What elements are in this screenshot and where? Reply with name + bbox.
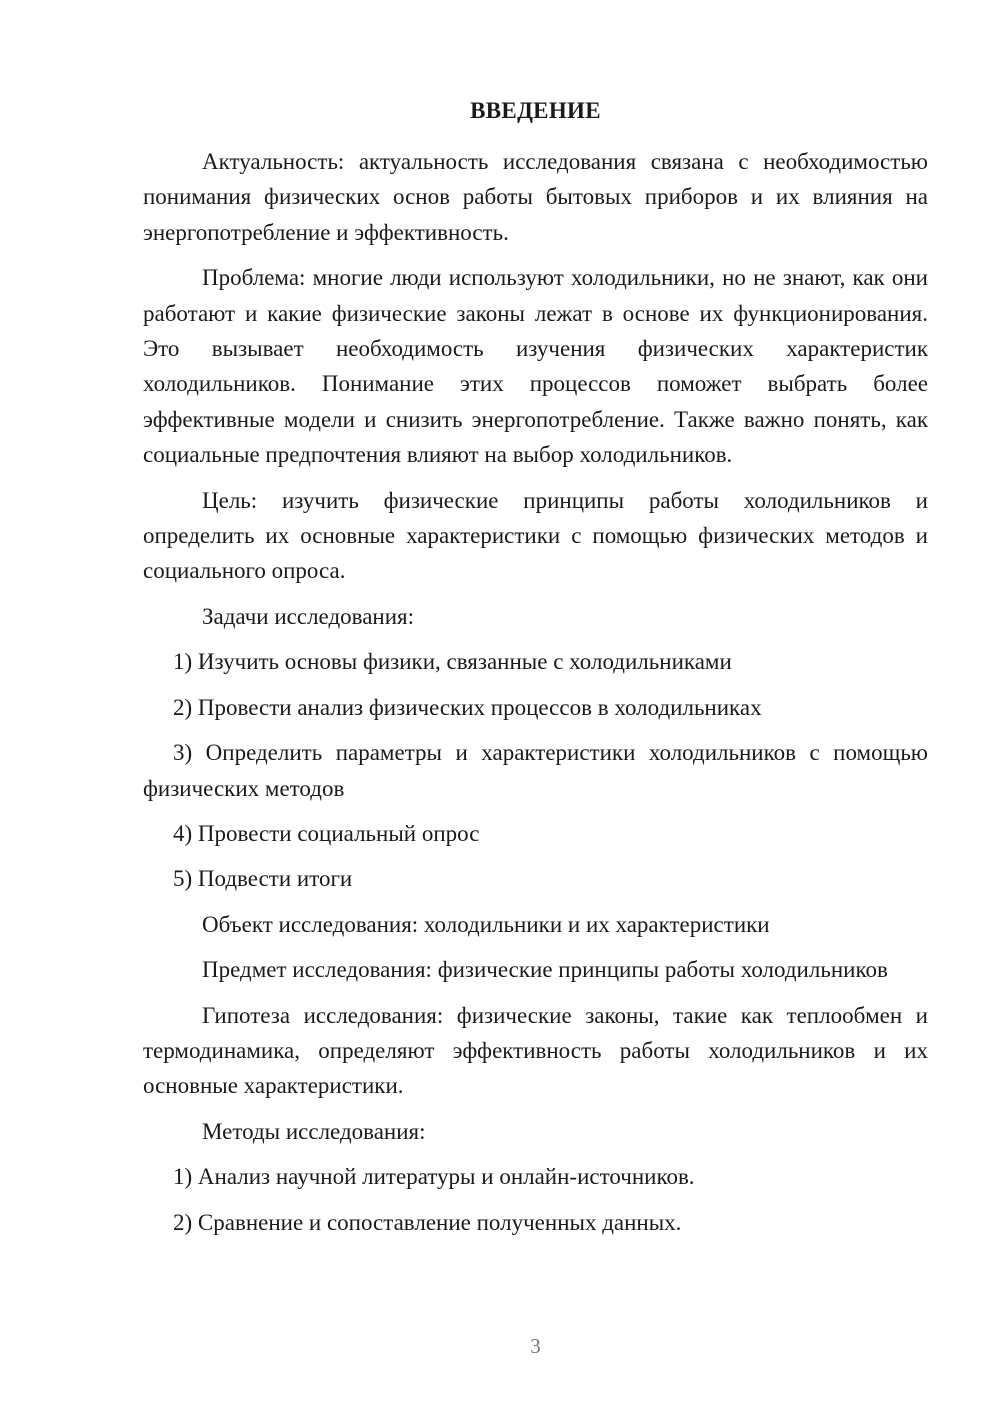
object-paragraph: Объект исследования: холодильники и их характеристики: [202, 911, 770, 937]
document-page: [143, 0, 928, 1414]
method-item-2: 2) Сравнение и сопоставление полученных данных.: [173, 1209, 682, 1235]
methods-heading: Методы исследования:: [202, 1118, 426, 1144]
task-item-3: 3) Определить параметры и характеристики холодильников с помощью физических методов: [143, 740, 928, 801]
document-body: [143, 144, 928, 1250]
method-item-1: 1) Анализ научной литературы и онлайн-источников.: [173, 1164, 695, 1190]
goal-paragraph: Цель: изучить физические принципы работы холодильников и определить их основные характеристики с помощью физических методов и социального опроса.: [143, 487, 928, 584]
task-item-1: 1) Изучить основы физики, связанные с холодильниками: [173, 649, 732, 675]
subject-paragraph: Предмет исследования: физические принципы работы холодильников: [202, 957, 888, 983]
problem-paragraph: Проблема: многие люди используют холодильники, но не знают, как они работают и какие физические законы лежат в основе их функционирования. Это вызывает необходимость изучения физических характеристик холодильников. Понимание этих процессов поможет выбрать более эффективные модели и снизить энергопотребление. Также важно понять, как социальные предпочтения влияют на выбор холодильников.: [143, 265, 928, 468]
task-item-5: 5) Подвести итоги: [173, 866, 353, 892]
section-heading: ВВЕДЕНИЕ: [470, 98, 601, 123]
task-item-4: 4) Провести социальный опрос: [173, 820, 480, 846]
task-item-2: 2) Провести анализ физических процессов в холодильниках: [173, 694, 762, 720]
tasks-heading: Задачи исследования:: [202, 603, 415, 629]
hypothesis-paragraph: Гипотеза исследования: физические законы, такие как теплообмен и термодинамика, определяют эффективность работы холодильников и их основные характеристики.: [143, 1002, 928, 1099]
relevance-paragraph: Актуальность: актуальность исследования связана с необходимостью понимания физических основ работы бытовых приборов и их влияния на энергопотребление и эффективность.: [143, 149, 928, 245]
page-number: 3: [530, 1334, 541, 1358]
